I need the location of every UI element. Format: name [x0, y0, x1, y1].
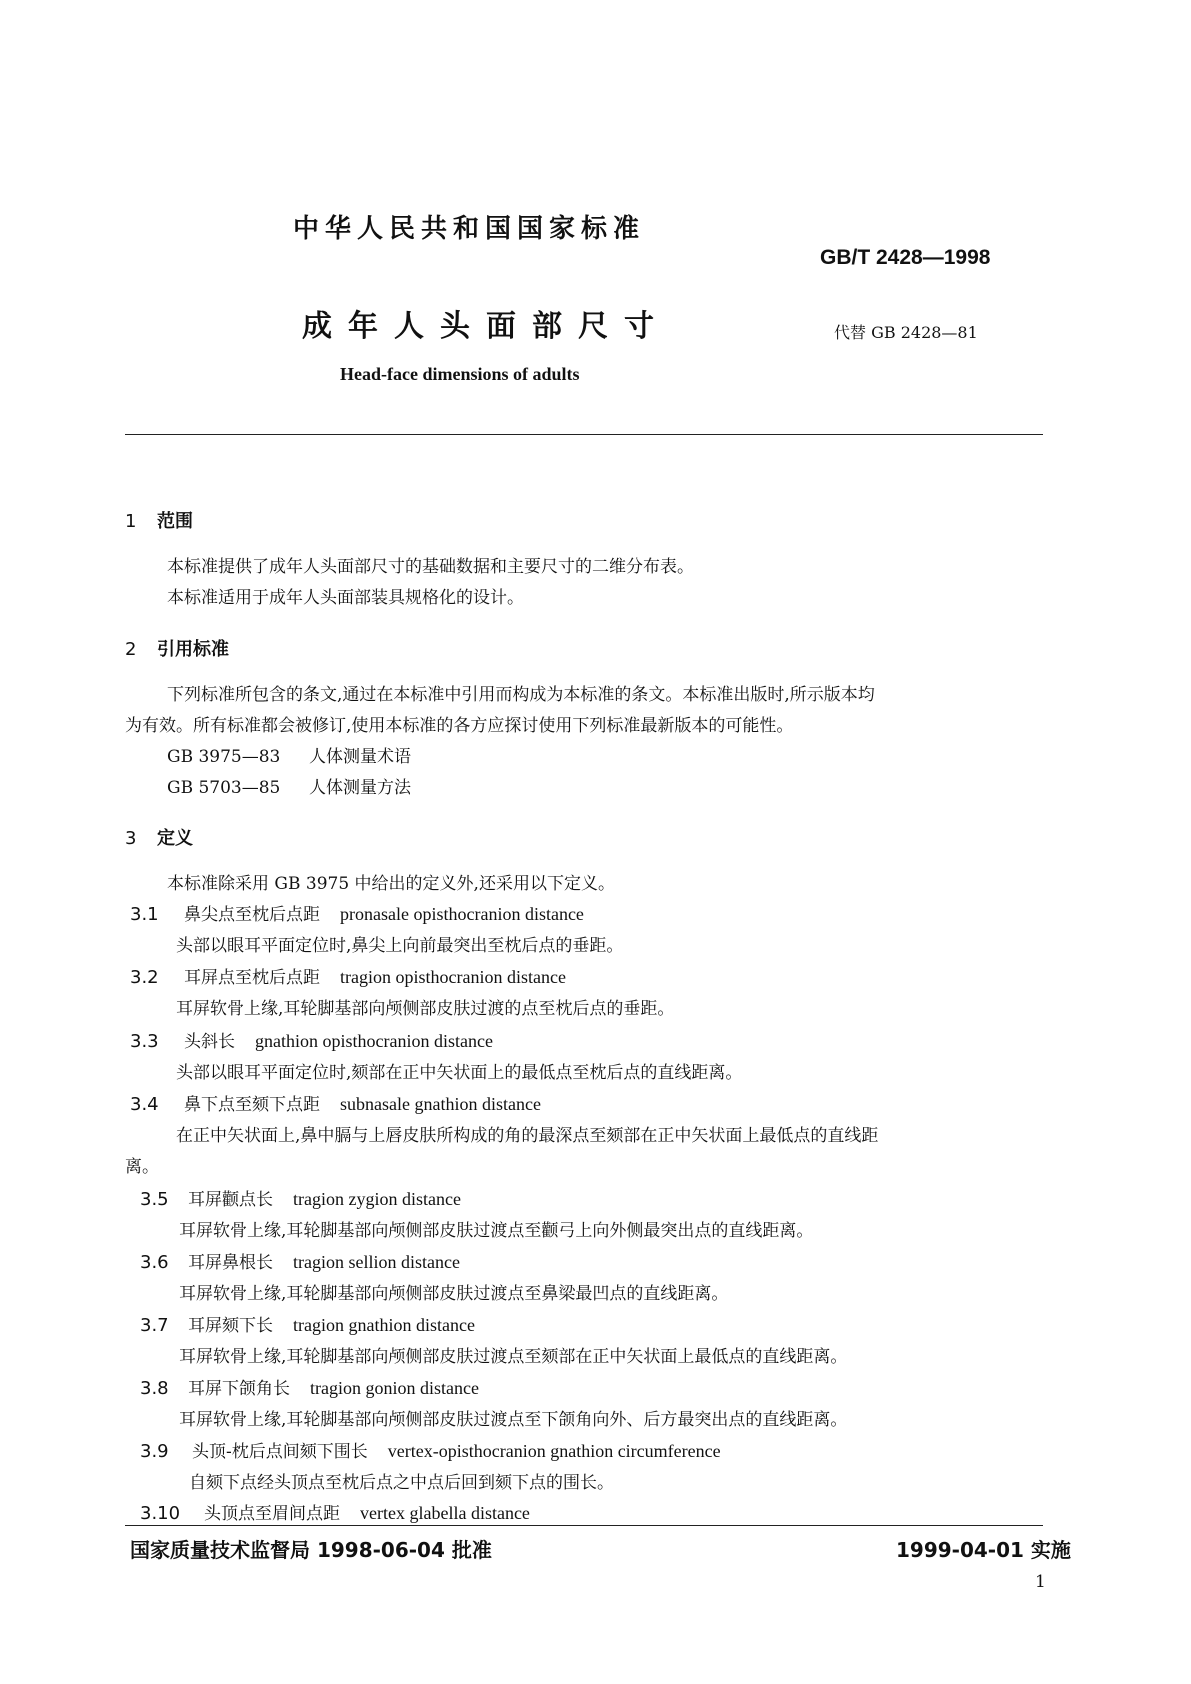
definition-description: 头部以眼耳平面定位时,鼻尖上向前最突出至枕后点的垂距。: [176, 936, 624, 956]
definition-term-en: tragion opisthocranion distance: [340, 967, 566, 987]
national-standard-title: 中华人民共和国国家标准: [293, 214, 646, 244]
reference-item: [167, 742, 411, 767]
section-1-title: 范围: [157, 511, 193, 532]
definition-number: 3.8: [140, 1378, 169, 1399]
definition-description: 耳屏软骨上缘,耳轮脚基部向颅侧部皮肤过渡点至鼻梁最凹点的直线距离。: [179, 1284, 729, 1304]
definition-description: 耳屏软骨上缘,耳轮脚基部向颅侧部皮肤过渡的点至枕后点的垂距。: [176, 999, 675, 1019]
definition-number: 3.4: [130, 1094, 159, 1115]
definition-term-cn: 鼻下点至颏下点距: [184, 1095, 320, 1115]
definition-description: 耳屏软骨上缘,耳轮脚基部向颅侧部皮肤过渡点至颧弓上向外侧最突出点的直线距离。: [179, 1221, 814, 1241]
definition-term-cn: 头斜长: [184, 1032, 235, 1052]
section-1-number: 1: [125, 511, 137, 532]
definition-term-cn: 耳屏鼻根长: [188, 1253, 273, 1273]
definition-term-en: tragion zygion distance: [293, 1189, 461, 1209]
footer-divider: [125, 1525, 1043, 1526]
definition-term-cn: 耳屏颏下长: [188, 1316, 273, 1336]
approval-line: 国家质量技术监督局 1998-06-04 批准: [130, 1538, 492, 1562]
definition-term: [140, 1437, 721, 1462]
definition-description: 头部以眼耳平面定位时,颏部在正中矢状面上的最低点至枕后点的直线距离。: [176, 1063, 743, 1083]
standard-code: GB/T 2428—1998: [820, 246, 991, 269]
reference-title: 人体测量术语: [309, 747, 411, 767]
section-1-heading: [125, 507, 193, 533]
definition-description: 自颏下点经头顶点至枕后点之中点后回到颏下点的围长。: [189, 1473, 614, 1493]
definition-number: 3.1: [130, 904, 159, 925]
definition-term: [130, 1027, 493, 1052]
definition-term-cn: 耳屏下颌角长: [188, 1379, 290, 1399]
section-3-title: 定义: [157, 828, 193, 849]
effective-date: 1999-04-01 实施: [896, 1538, 1071, 1562]
definition-term: [130, 900, 584, 925]
definition-number: 3.2: [130, 967, 159, 988]
definition-description: 在正中矢状面上,鼻中膈与上唇皮肤所构成的角的最深点至颏部在正中矢状面上最低点的直线距: [176, 1126, 879, 1146]
definition-number: 3.7: [140, 1315, 169, 1336]
definition-term: [140, 1248, 460, 1273]
document-title-cn: 成年人头面部尺寸: [302, 309, 670, 344]
definition-term-cn: 鼻尖点至枕后点距: [184, 905, 320, 925]
section-3-number: 3: [125, 828, 137, 849]
reference-title: 人体测量方法: [309, 778, 411, 798]
replaces-standard: 代替 GB 2428—81: [834, 323, 978, 342]
definition-description-continued: 离。: [125, 1157, 159, 1177]
section-2-heading: [125, 635, 229, 661]
definition-term-en: tragion gnathion distance: [293, 1315, 475, 1335]
header-divider: [125, 434, 1043, 435]
definition-description: 耳屏软骨上缘,耳轮脚基部向颅侧部皮肤过渡点至下颌角向外、后方最突出点的直线距离。: [179, 1410, 848, 1430]
reference-item: [167, 773, 411, 798]
definition-term-en: tragion sellion distance: [293, 1252, 460, 1272]
section-2-paragraph-line-2: 为有效。所有标准都会被修订,使用本标准的各方应探讨使用下列标准最新版本的可能性。: [125, 716, 794, 736]
definition-number: 3.3: [130, 1031, 159, 1052]
reference-code: GB 3975—83: [167, 747, 281, 767]
definition-description: 耳屏软骨上缘,耳轮脚基部向颅侧部皮肤过渡点至颏部在正中矢状面上最低点的直线距离。: [179, 1347, 848, 1367]
definition-number: 3.5: [140, 1189, 169, 1210]
definition-term-en: gnathion opisthocranion distance: [255, 1031, 493, 1051]
definition-term-cn: 头顶点至眉间点距: [204, 1504, 340, 1524]
reference-code: GB 5703—85: [167, 778, 281, 798]
section-2-paragraph-line-1: 下列标准所包含的条文,通过在本标准中引用而构成为本标准的条文。本标准出版时,所示版本均: [167, 685, 875, 705]
definition-term-en: vertex glabella distance: [360, 1503, 530, 1523]
definition-term-en: vertex-opisthocranion gnathion circumference: [387, 1441, 721, 1461]
section-1-paragraph-2: 本标准适用于成年人头面部装具规格化的设计。: [167, 588, 524, 608]
section-1-paragraph-1: 本标准提供了成年人头面部尺寸的基础数据和主要尺寸的二维分布表。: [167, 557, 694, 577]
section-3-heading: [125, 824, 193, 850]
document-title-en: Head-face dimensions of adults: [340, 364, 580, 384]
definition-term-en: pronasale opisthocranion distance: [340, 904, 584, 924]
definition-term: [130, 1090, 541, 1115]
definition-term: [140, 1311, 475, 1336]
definition-term-cn: 耳屏颧点长: [188, 1190, 273, 1210]
page-number: 1: [1035, 1572, 1046, 1592]
section-3-intro: 本标准除采用 GB 3975 中给出的定义外,还采用以下定义。: [167, 874, 615, 894]
section-2-number: 2: [125, 639, 137, 660]
definition-term-cn: 耳屏点至枕后点距: [184, 968, 320, 988]
definition-term-en: subnasale gnathion distance: [340, 1094, 541, 1114]
definition-term: [140, 1374, 479, 1399]
section-2-title: 引用标准: [157, 639, 229, 660]
definition-term: [130, 963, 566, 988]
definition-term: [140, 1499, 530, 1524]
definition-number: 3.10: [140, 1503, 181, 1524]
definition-number: 3.9: [140, 1441, 169, 1462]
definition-number: 3.6: [140, 1252, 169, 1273]
definition-term-en: tragion gonion distance: [310, 1378, 479, 1398]
definition-term-cn: 头顶-枕后点间颏下围长: [192, 1442, 368, 1462]
definition-term: [140, 1185, 461, 1210]
